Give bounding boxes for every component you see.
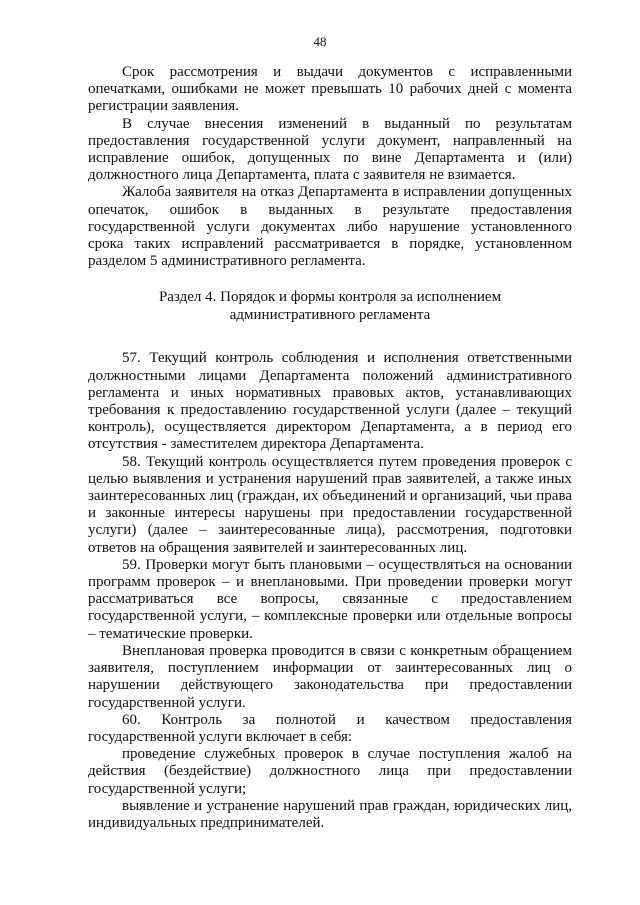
paragraph-60: 60. Контроль за полнотой и качеством предоставления государственной услуги включает в себя:	[88, 711, 572, 745]
paragraph-59: 59. Проверки могут быть плановыми – осуществляться на основании программ проверок – и внеплановыми. При проведении проверки могут рассматриваться все вопросы, связанные с предоставлением государственной услуги, – комплексные проверки или отдельные вопросы – тематические проверки.	[88, 556, 572, 642]
paragraph-complaint: Жалоба заявителя на отказ Департамента в исправлении допущенных опечаток, ошибок в выданных в результате предоставления государственной услуги документах либо нарушение установленного срока таких исправлений рассматривается в порядке, установленном разделом 5 административного регламента.	[88, 184, 572, 270]
paragraph-violations: выявление и устранение нарушений прав граждан, юридических лиц, индивидуальных предпринимателей.	[88, 797, 572, 831]
section-title	[88, 288, 572, 324]
paragraph-correction-deadline: Срок рассмотрения и выдачи документов с исправленными опечатками, ошибками не может превышать 10 рабочих дней с момента регистрации заявления.	[88, 64, 572, 115]
section-title-line-2: административного регламента	[229, 307, 431, 324]
document-body	[88, 64, 572, 832]
paragraph-unscheduled-check: Внеплановая проверка проводится в связи с конкретным обращением заявителя, поступлением информации от заинтересованных лиц о нарушении действующего законодательства при предоставлении государственной услуги.	[88, 642, 572, 711]
section-title-line-1: Раздел 4. Порядок и формы контроля за исполнением	[158, 289, 502, 306]
paragraph-no-fee: В случае внесения изменений в выданный по результатам предоставления государственной услуги документ, направленный на исправление ошибок, допущенных по вине Департамента и (или) должностного лица Департамента, плата с заявителя не взимается.	[88, 115, 572, 184]
paragraph-57: 57. Текущий контроль соблюдения и исполнения ответственными должностными лицами Департамента положений административного регламента и иных нормативных правовых актов, устанавливающих требования к предоставлению государственной услуги (далее – текущий контроль), осуществляется директором Департамента, а в период его отсутствия - заместителем директора Департамента.	[88, 350, 572, 453]
paragraph-service-checks: проведение служебных проверок в случае поступления жалоб на действия (бездействие) должностного лица при предоставлении государственной услуги;	[88, 746, 572, 797]
paragraph-58: 58. Текущий контроль осуществляется путем проведения проверок с целью выявления и устранения нарушений прав заявителей, а также иных заинтересованных лиц (граждан, их объединений и организаций, чьи права и законные интересы нарушены при предоставлении государственной услуги) (далее – заинтересованные лица), рассмотрения, подготовки ответов на обращения заявителей и заинтересованных лиц.	[88, 453, 572, 556]
page-number: 48	[313, 34, 327, 49]
